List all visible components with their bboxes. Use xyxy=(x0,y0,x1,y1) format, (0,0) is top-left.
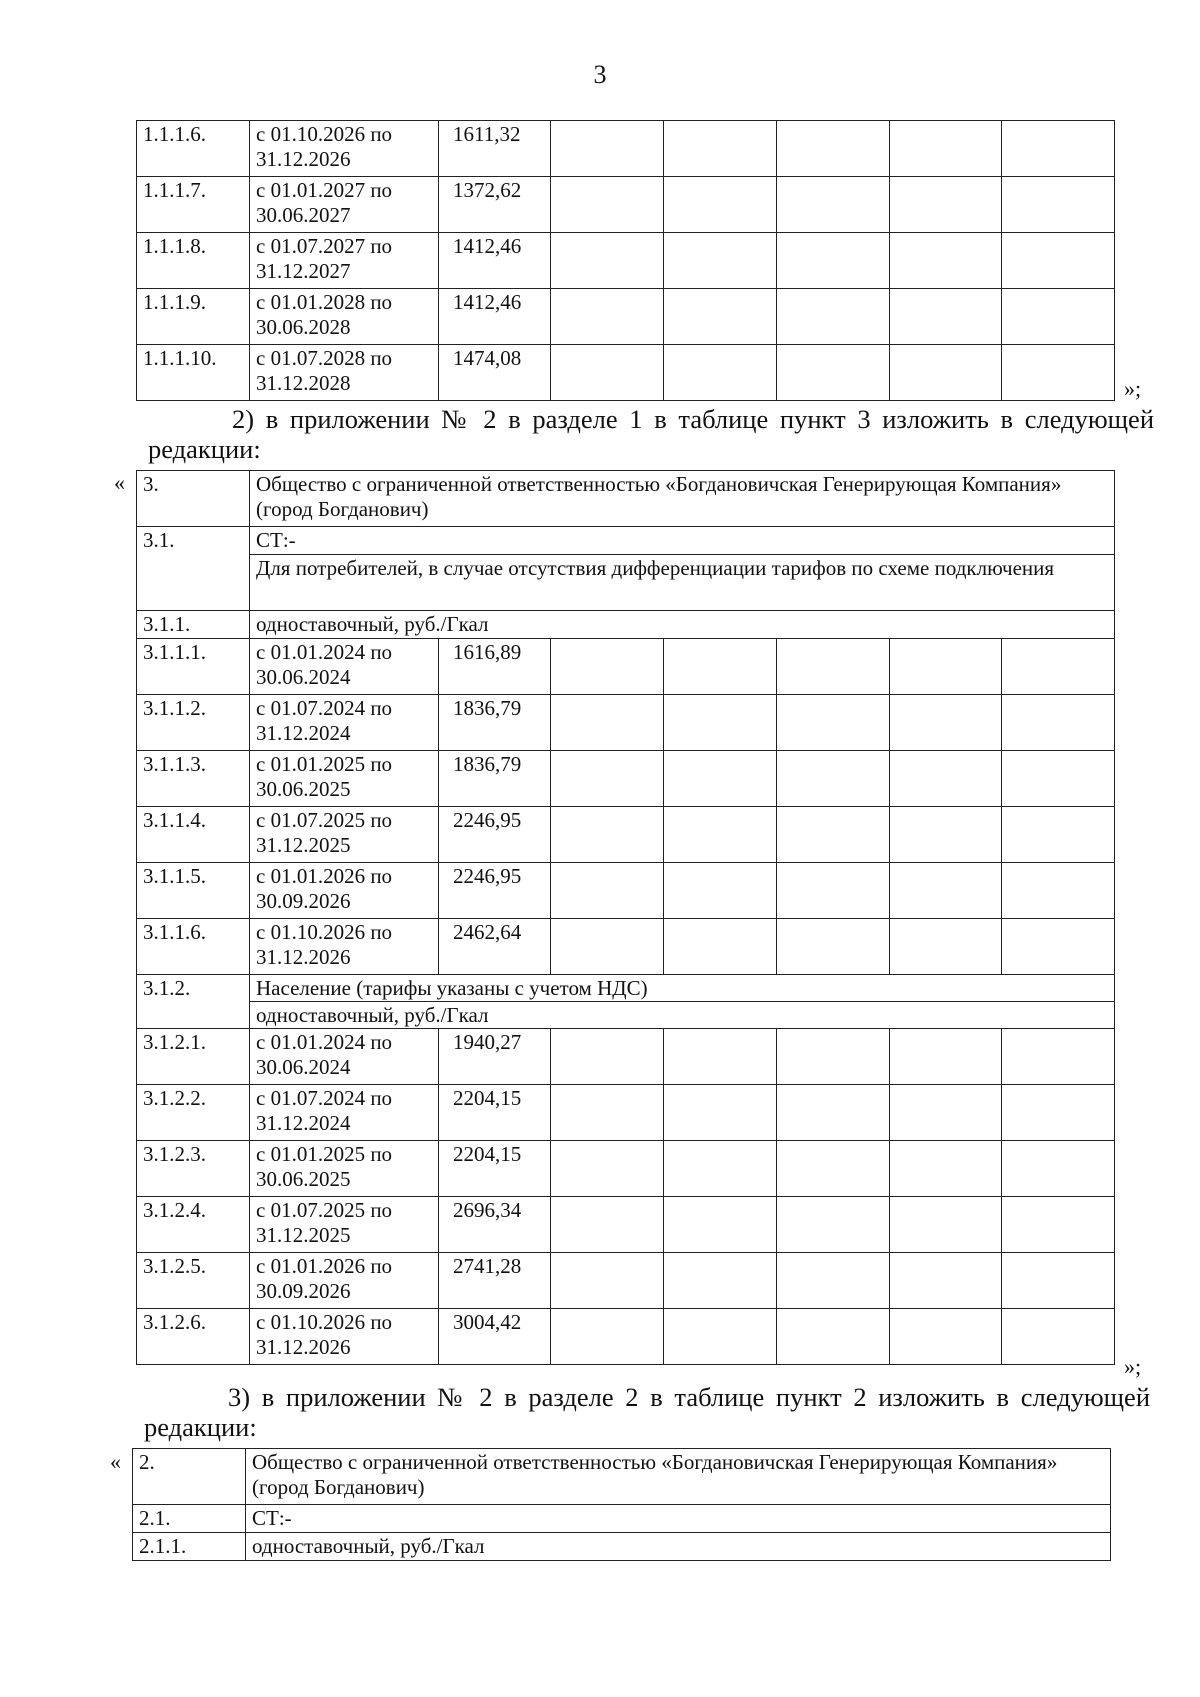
table-row xyxy=(137,611,1115,639)
empty-cell xyxy=(777,1085,890,1141)
empty-cell xyxy=(890,1197,1002,1253)
table-row xyxy=(137,1085,1115,1141)
empty-cell xyxy=(890,1141,1002,1197)
table-row xyxy=(137,471,1115,527)
row-value: 2696,34 xyxy=(439,1197,551,1253)
empty-cell xyxy=(890,751,1002,807)
empty-cell xyxy=(777,639,890,695)
empty-cell xyxy=(1002,1141,1115,1197)
empty-cell xyxy=(1002,695,1115,751)
rate-number: 2.1.1. xyxy=(133,1533,246,1561)
empty-cell xyxy=(664,863,777,919)
empty-cell xyxy=(1002,1085,1115,1141)
empty-cell xyxy=(777,233,890,289)
empty-cell xyxy=(890,639,1002,695)
row-number: 3.1.2.2. xyxy=(137,1085,250,1141)
table-row xyxy=(137,1002,1115,1029)
row-value: 3004,42 xyxy=(439,1309,551,1365)
empty-cell xyxy=(777,121,890,177)
row-value: 1412,46 xyxy=(439,289,551,345)
table-row xyxy=(137,1029,1115,1085)
row-value: 1372,62 xyxy=(439,177,551,233)
empty-cell xyxy=(551,1309,664,1365)
empty-cell xyxy=(664,345,777,401)
empty-cell xyxy=(551,639,664,695)
row-number: 1.1.1.8. xyxy=(137,233,250,289)
row-number: 1.1.1.9. xyxy=(137,289,250,345)
empty-cell xyxy=(664,751,777,807)
table-row xyxy=(137,289,1115,345)
empty-cell xyxy=(890,289,1002,345)
row-period: с 01.01.2025 по 30.06.2025 xyxy=(250,1141,439,1197)
table-row xyxy=(137,1141,1115,1197)
empty-cell xyxy=(551,807,664,863)
empty-cell xyxy=(777,863,890,919)
empty-cell xyxy=(777,289,890,345)
row-value: 2204,15 xyxy=(439,1141,551,1197)
empty-cell xyxy=(551,233,664,289)
empty-cell xyxy=(1002,863,1115,919)
population-number: 3.1.2. xyxy=(137,975,250,1029)
empty-cell xyxy=(551,751,664,807)
table-row xyxy=(137,345,1115,401)
opening-quote-3: « xyxy=(110,1449,121,1474)
table-row xyxy=(137,639,1115,695)
page-number: 3 xyxy=(593,60,607,89)
empty-cell xyxy=(890,233,1002,289)
row-number: 1.1.1.6. xyxy=(137,121,250,177)
amendment-paragraph-3-line2: редакции: xyxy=(144,1412,257,1442)
empty-cell xyxy=(777,1141,890,1197)
table-row xyxy=(137,863,1115,919)
table-row xyxy=(137,1197,1115,1253)
row-number: 3.1.1.3. xyxy=(137,751,250,807)
empty-cell xyxy=(1002,919,1115,975)
row-period: с 01.01.2028 по 30.06.2028 xyxy=(250,289,439,345)
row-value: 2246,95 xyxy=(439,863,551,919)
closing-quote-2: »; xyxy=(1124,1354,1142,1379)
empty-cell xyxy=(664,1029,777,1085)
rate-label: одноставочный, руб./Гкал xyxy=(246,1533,1111,1561)
table-row xyxy=(137,695,1115,751)
empty-cell xyxy=(890,1029,1002,1085)
empty-cell xyxy=(890,1309,1002,1365)
empty-cell xyxy=(1002,639,1115,695)
empty-cell xyxy=(777,1197,890,1253)
empty-cell xyxy=(551,121,664,177)
table-row xyxy=(137,177,1115,233)
empty-cell xyxy=(890,1085,1002,1141)
empty-cell xyxy=(551,1141,664,1197)
empty-cell xyxy=(551,345,664,401)
row-value: 1474,08 xyxy=(439,345,551,401)
empty-cell xyxy=(777,1309,890,1365)
empty-cell xyxy=(890,121,1002,177)
row-number: 1.1.1.10. xyxy=(137,345,250,401)
empty-cell xyxy=(1002,1197,1115,1253)
empty-cell xyxy=(1002,751,1115,807)
empty-cell xyxy=(890,177,1002,233)
table-row xyxy=(137,233,1115,289)
empty-cell xyxy=(777,807,890,863)
empty-cell xyxy=(777,751,890,807)
row-value: 2246,95 xyxy=(439,807,551,863)
empty-cell xyxy=(890,919,1002,975)
empty-cell xyxy=(890,345,1002,401)
amendment-paragraph-3 xyxy=(144,1382,1150,1442)
empty-cell xyxy=(890,1253,1002,1309)
empty-cell xyxy=(1002,1029,1115,1085)
empty-cell xyxy=(551,177,664,233)
row-period: с 01.01.2024 по 30.06.2024 xyxy=(250,1029,439,1085)
row-period: с 01.01.2027 по 30.06.2027 xyxy=(250,177,439,233)
empty-cell xyxy=(664,639,777,695)
empty-cell xyxy=(664,1085,777,1141)
empty-cell xyxy=(1002,807,1115,863)
row-period: с 01.01.2026 по 30.09.2026 xyxy=(250,1253,439,1309)
row-number: 3.1.2.1. xyxy=(137,1029,250,1085)
row-period: с 01.10.2026 по 31.12.2026 xyxy=(250,1309,439,1365)
empty-cell xyxy=(890,863,1002,919)
row-period: с 01.01.2026 по 30.09.2026 xyxy=(250,863,439,919)
amendment-paragraph-3-line1: 3) в приложении № 2 в разделе 2 в таблице пункт 2 изложить в следующей xyxy=(228,1382,1150,1412)
population-rate-label: одноставочный, руб./Гкал xyxy=(250,1002,1115,1029)
empty-cell xyxy=(664,807,777,863)
table-row xyxy=(133,1533,1111,1561)
table-row xyxy=(137,975,1115,1002)
empty-cell xyxy=(890,695,1002,751)
row-period: с 01.07.2025 по 31.12.2025 xyxy=(250,1197,439,1253)
st-label: СТ:- xyxy=(250,527,1115,555)
st-label: СТ:- xyxy=(246,1505,1111,1533)
row-value: 2741,28 xyxy=(439,1253,551,1309)
row-period: с 01.07.2024 по 31.12.2024 xyxy=(250,1085,439,1141)
empty-cell xyxy=(664,1197,777,1253)
one-rate-label: одноставочный, руб./Гкал xyxy=(250,611,1115,639)
row-period: с 01.07.2024 по 31.12.2024 xyxy=(250,695,439,751)
empty-cell xyxy=(664,919,777,975)
org-number: 3. xyxy=(137,471,250,527)
empty-cell xyxy=(664,1253,777,1309)
closing-quote-1: »; xyxy=(1124,376,1142,401)
row-number: 3.1.1.4. xyxy=(137,807,250,863)
empty-cell xyxy=(1002,233,1115,289)
row-period: с 01.01.2024 по 30.06.2024 xyxy=(250,639,439,695)
empty-cell xyxy=(664,177,777,233)
empty-cell xyxy=(664,695,777,751)
row-value: 1836,79 xyxy=(439,751,551,807)
row-value: 1940,27 xyxy=(439,1029,551,1085)
empty-cell xyxy=(1002,121,1115,177)
amendment-paragraph-2-line1: 2) в приложении № 2 в разделе 1 в таблице пункт 3 изложить в следующей xyxy=(232,404,1154,434)
row-number: 3.1.1.2. xyxy=(137,695,250,751)
empty-cell xyxy=(551,1085,664,1141)
table-row xyxy=(133,1449,1111,1505)
empty-cell xyxy=(777,1253,890,1309)
st-number: 3.1. xyxy=(137,527,250,611)
row-value: 2462,64 xyxy=(439,919,551,975)
tariff-table-continued xyxy=(136,120,1115,401)
empty-cell xyxy=(1002,289,1115,345)
row-period: с 01.07.2025 по 31.12.2025 xyxy=(250,807,439,863)
org-name: Общество с ограниченной ответственностью «Богдановичская Генерирующая Компания» (город Богданович) xyxy=(250,471,1115,527)
empty-cell xyxy=(1002,345,1115,401)
empty-cell xyxy=(890,807,1002,863)
row-period: с 01.07.2027 по 31.12.2027 xyxy=(250,233,439,289)
row-value: 1611,32 xyxy=(439,121,551,177)
row-value: 1412,46 xyxy=(439,233,551,289)
empty-cell xyxy=(551,1253,664,1309)
empty-cell xyxy=(551,863,664,919)
empty-cell xyxy=(1002,1309,1115,1365)
table-row xyxy=(137,1309,1115,1365)
empty-cell xyxy=(664,289,777,345)
empty-cell xyxy=(664,233,777,289)
tariff-table-section1-item3 xyxy=(136,470,1115,1365)
row-number: 3.1.1.1. xyxy=(137,639,250,695)
row-value: 1836,79 xyxy=(439,695,551,751)
empty-cell xyxy=(777,177,890,233)
row-value: 1616,89 xyxy=(439,639,551,695)
table-row xyxy=(137,919,1115,975)
table-row xyxy=(137,555,1115,611)
empty-cell xyxy=(777,919,890,975)
row-value: 2204,15 xyxy=(439,1085,551,1141)
one-rate-number: 3.1.1. xyxy=(137,611,250,639)
amendment-paragraph-2-line2: редакции: xyxy=(148,434,261,464)
empty-cell xyxy=(664,121,777,177)
empty-cell xyxy=(664,1309,777,1365)
empty-cell xyxy=(777,695,890,751)
empty-cell xyxy=(551,1029,664,1085)
amendment-paragraph-2 xyxy=(148,404,1154,464)
row-period: с 01.10.2026 по 31.12.2026 xyxy=(250,919,439,975)
row-number: 3.1.2.4. xyxy=(137,1197,250,1253)
st-number: 2.1. xyxy=(133,1505,246,1533)
table-row xyxy=(133,1505,1111,1533)
row-number: 3.1.2.6. xyxy=(137,1309,250,1365)
row-period: с 01.07.2028 по 31.12.2028 xyxy=(250,345,439,401)
empty-cell xyxy=(777,345,890,401)
empty-cell xyxy=(551,1197,664,1253)
empty-cell xyxy=(777,1029,890,1085)
table-row xyxy=(137,751,1115,807)
consumers-label: Для потребителей, в случае отсутствия дифференциации тарифов по схеме подключения xyxy=(250,555,1115,611)
row-number: 3.1.2.5. xyxy=(137,1253,250,1309)
table-row xyxy=(137,527,1115,555)
empty-cell xyxy=(664,1141,777,1197)
table-row xyxy=(137,121,1115,177)
table-row xyxy=(137,807,1115,863)
row-number: 3.1.1.6. xyxy=(137,919,250,975)
empty-cell xyxy=(551,695,664,751)
empty-cell xyxy=(551,919,664,975)
population-label: Население (тарифы указаны с учетом НДС) xyxy=(250,975,1115,1002)
table-row xyxy=(137,1253,1115,1309)
row-period: с 01.01.2025 по 30.06.2025 xyxy=(250,751,439,807)
empty-cell xyxy=(1002,1253,1115,1309)
row-number: 3.1.1.5. xyxy=(137,863,250,919)
org-name: Общество с ограниченной ответственностью «Богдановичская Генерирующая Компания» (город Богданович) xyxy=(246,1449,1111,1505)
tariff-table-section2-item2 xyxy=(132,1448,1111,1561)
row-number: 3.1.2.3. xyxy=(137,1141,250,1197)
empty-cell xyxy=(1002,177,1115,233)
empty-cell xyxy=(551,289,664,345)
opening-quote-2: « xyxy=(114,470,125,495)
row-number: 1.1.1.7. xyxy=(137,177,250,233)
row-period: с 01.10.2026 по 31.12.2026 xyxy=(250,121,439,177)
org-number: 2. xyxy=(133,1449,246,1505)
